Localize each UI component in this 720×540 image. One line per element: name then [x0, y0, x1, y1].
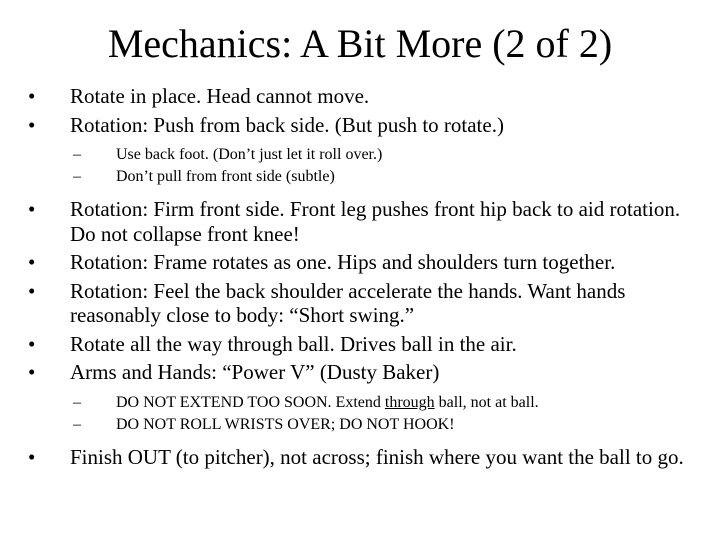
bullet-glyph: • — [28, 84, 36, 108]
sub-item-text: Use back foot. (Don’t just let it roll over.) — [116, 146, 383, 163]
bullet-text: Rotation: Push from back side. (But push to rotate.) — [70, 112, 504, 137]
bullet-glyph: • — [28, 331, 36, 356]
bullet-item — [28, 332, 708, 357]
bullet-list — [28, 84, 708, 473]
slide-title: Mechanics: A Bit More (2 of 2) — [107, 21, 613, 66]
dash-glyph: – — [73, 393, 81, 411]
sub-item — [28, 145, 708, 165]
bullet-text: Rotate all the way through ball. Drives ball in the air. — [70, 331, 517, 356]
bullet-glyph: • — [28, 250, 36, 274]
bullet-item — [28, 445, 708, 470]
dash-glyph: – — [73, 146, 81, 163]
bullet-item — [28, 84, 708, 109]
dash-glyph: – — [73, 168, 81, 185]
bullet-glyph: • — [28, 444, 36, 469]
bullet-text: Arms and Hands: “Power V” (Dusty Baker) — [70, 360, 440, 384]
dash-glyph: – — [73, 415, 81, 433]
bullet-glyph: • — [28, 112, 36, 137]
bullet-item — [28, 250, 708, 275]
sub-list — [28, 393, 708, 435]
sub-item-text-after: ball, not at ball. — [434, 393, 539, 411]
bullet-glyph: • — [28, 278, 36, 303]
bullet-text: Rotation: Frame rotates as one. Hips and shoulders turn together. — [70, 250, 616, 274]
underlined-word: through — [384, 393, 435, 411]
bullet-text: Rotate in place. Head cannot move. — [70, 84, 370, 108]
bullet-item — [28, 360, 708, 385]
sub-item-text: DO NOT ROLL WRISTS OVER; DO NOT HOOK! — [116, 415, 455, 433]
bullet-glyph: • — [28, 197, 36, 221]
bullet-text: Rotation: Feel the back shoulder accelerate the hands. Want hands reasonably close to body: “Short swing.” — [70, 278, 626, 327]
sub-item-text-before: DO NOT EXTEND TOO SOON. Extend — [116, 393, 385, 411]
bullet-item — [28, 279, 708, 328]
sub-item — [28, 393, 708, 413]
bullet-item — [28, 197, 708, 246]
sub-item — [28, 415, 708, 435]
sub-item — [28, 167, 708, 187]
bullet-item — [28, 113, 708, 138]
sub-list — [28, 145, 708, 187]
bullet-text: Finish OUT (to pitcher), not across; finish where you want the ball to go. — [70, 444, 684, 469]
sub-item-text: Don’t pull from front side (subtle) — [116, 168, 335, 185]
bullet-text: Rotation: Firm front side. Front leg pushes front hip back to aid rotation. Do not collapse front knee! — [70, 197, 681, 246]
bullet-glyph: • — [28, 360, 36, 384]
